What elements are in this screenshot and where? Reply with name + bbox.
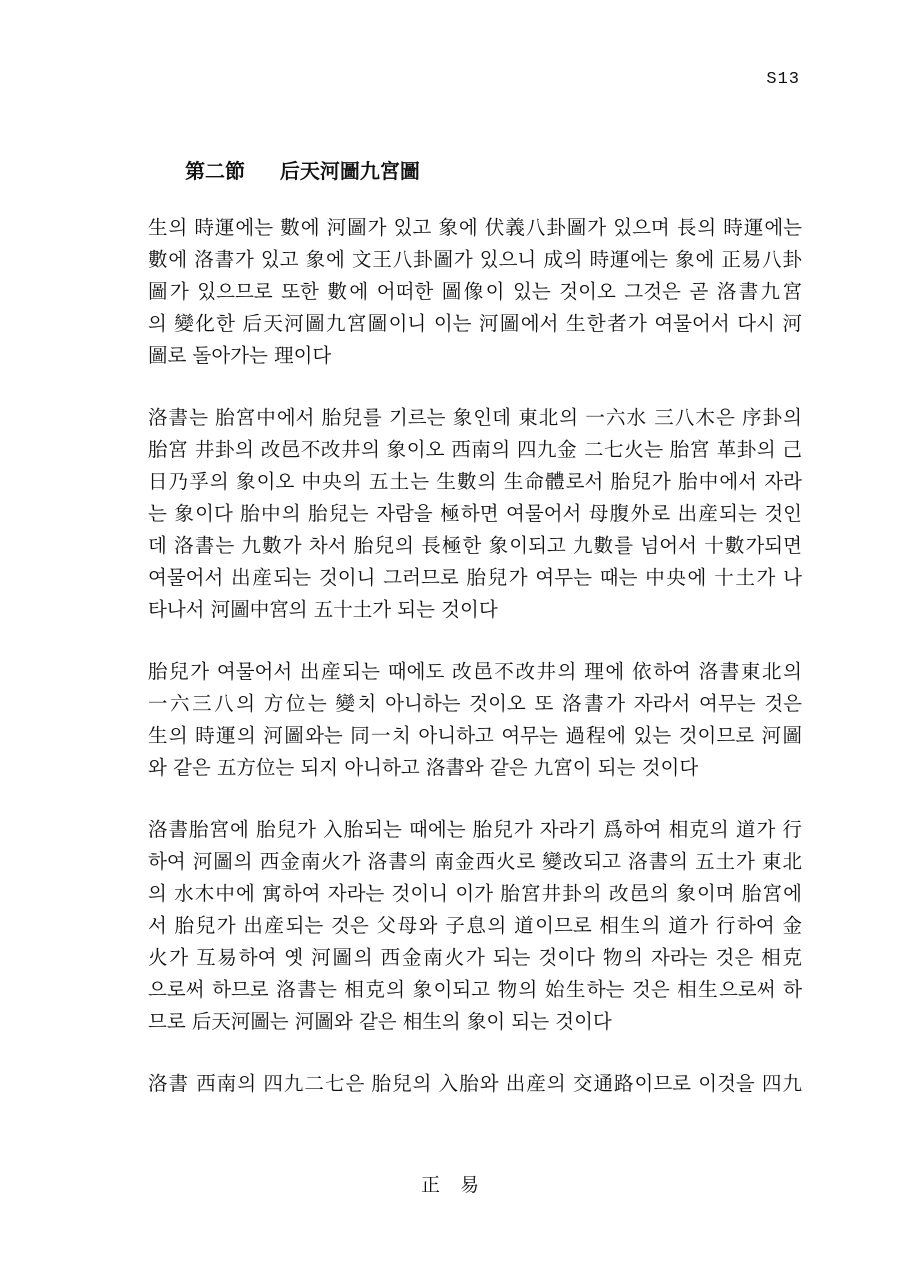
text-line: 므로 后天河圖는 河圖와 같은 相生의 象이 되는 것이다 (148, 1010, 612, 1033)
paragraph-5 (148, 1068, 802, 1100)
paragraph-2 (148, 402, 802, 626)
text-line: 生의 時運에는 數에 河圖가 있고 象에 伏義八卦圖가 있으며 長의 時運에는 (148, 216, 802, 239)
page-number: S13 (766, 70, 800, 89)
text-line: 火가 互易하여 옛 河圖의 西金南火가 되는 것이다 物의 자라는 것은 相克 (148, 946, 802, 969)
text-line: 서 胎兒가 出産되는 것은 父母와 子息의 道이므로 相生의 道가 行하여 金 (148, 914, 802, 937)
text-line: 타나서 河圖中宮의 五十土가 되는 것이다 (148, 598, 498, 621)
text-line: 一六三八의 方位는 變치 아니하는 것이오 또 洛書가 자라서 여무는 것은 (148, 692, 802, 715)
text-line: 數에 洛書가 있고 象에 文王八卦圖가 있으니 成의 時運에는 象에 正易八卦 (148, 248, 802, 271)
text-line: 生의 時運의 河圖와는 同一치 아니하고 여무는 過程에 있는 것이므로 河圖 (148, 724, 802, 747)
body-text (148, 212, 802, 1130)
text-line: 洛書는 胎宮中에서 胎兒를 기르는 象인데 東北의 一六水 三八木은 序卦의 (148, 406, 802, 429)
text-line: 圖로 돌아가는 理이다 (148, 344, 332, 367)
text-line: 胎兒가 여물어서 出産되는 때에도 改邑不改井의 理에 依하여 洛書東北의 (148, 660, 802, 683)
page-footer: 正易 (420, 1174, 499, 1196)
text-line: 는 象이다 胎中의 胎兒는 자람을 極하면 여물어서 母腹外로 出産되는 것인 (148, 502, 802, 525)
text-line: 와 같은 五方位는 되지 아니하고 洛書와 같은 九宮이 되는 것이다 (148, 756, 699, 779)
text-line: 胎宮 井卦의 改邑不改井의 象이오 西南의 四九金 二七火는 胎宮 革卦의 己 (148, 438, 802, 461)
paragraph-1 (148, 212, 802, 372)
text-line: 圖가 있으므로 또한 數에 어떠한 圖像이 있는 것이오 그것은 곧 洛書九宮 (148, 280, 802, 303)
text-line: 의 水木中에 寓하여 자라는 것이니 이가 胎宮井卦의 改邑의 象이며 胎宮에 (148, 882, 802, 905)
text-line: 洛書胎宮에 胎兒가 入胎되는 때에는 胎兒가 자라기 爲하여 相克의 道가 行 (148, 818, 802, 841)
section-title: 第二節 后天河圖九宮圖 (185, 159, 420, 183)
text-line: 洛書 西南의 四九二七은 胎兒의 入胎와 出産의 交通路이므로 이것을 四九 (148, 1072, 802, 1095)
text-line: 하여 河圖의 西金南火가 洛書의 南金西火로 變改되고 洛書의 五土가 東北 (148, 850, 802, 873)
text-line: 여물어서 出産되는 것이니 그러므로 胎兒가 여무는 때는 中央에 十土가 나 (148, 566, 802, 589)
paragraph-4 (148, 814, 802, 1038)
paragraph-3 (148, 656, 802, 784)
text-line: 으로써 하므로 洛書는 相克의 象이되고 物의 始生하는 것은 相生으로써 하 (148, 978, 802, 1001)
text-line: 데 洛書는 九數가 차서 胎兒의 長極한 象이되고 九數를 넘어서 十數가되면 (148, 534, 802, 557)
text-line: 의 變化한 后天河圖九宮圖이니 이는 河圖에서 生한者가 여물어서 다시 河 (148, 312, 802, 335)
text-line: 日乃孚의 象이오 中央의 五土는 生數의 生命體로서 胎兒가 胎中에서 자라 (148, 470, 802, 493)
